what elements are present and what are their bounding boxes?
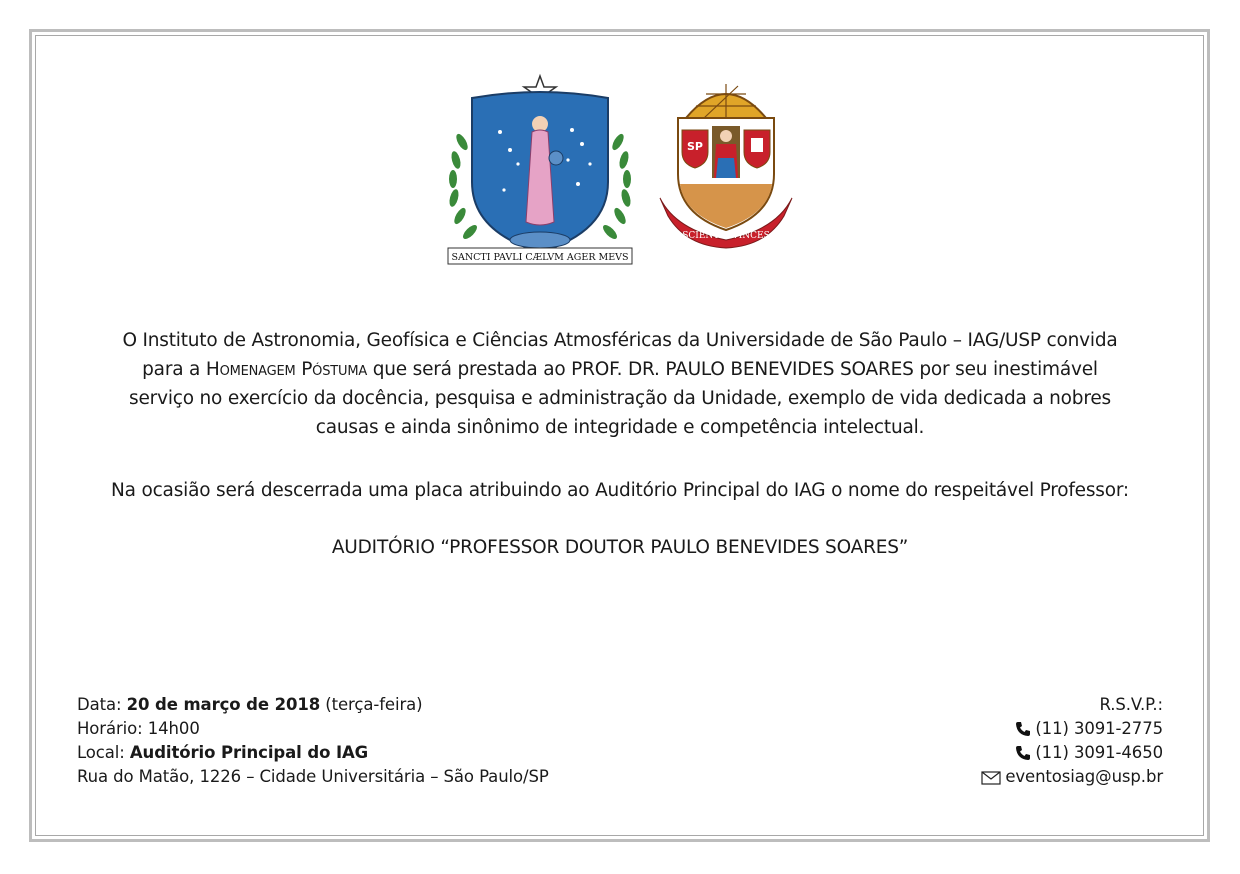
- usp-shield-letters: SP: [687, 140, 703, 153]
- invitation-line-4: causas e ainda sinônimo de integridade e competência intelectual.: [315, 417, 925, 438]
- rsvp-label: R.S.V.P.:: [1099, 695, 1163, 714]
- local-value: Auditório Principal do IAG: [129, 743, 369, 762]
- local-line: [77, 741, 549, 765]
- invitation-line-3: serviço no exercício da docência, pesquisa e administração da Unidade, exemplo de vida dedicada a nobres: [129, 388, 1111, 409]
- invitation-paragraph: [60, 326, 1180, 442]
- date-value: 20 de março de 2018: [126, 695, 321, 714]
- auditorium-name: AUDITÓRIO “PROFESSOR DOUTOR PAULO BENEVIDES SOARES”: [331, 537, 909, 558]
- plaque-paragraph: Na ocasião será descerrada uma placa atribuindo ao Auditório Principal do IAG o nome do respeitável Professor:: [111, 480, 1129, 501]
- phone-1-text: (11) 3091-2775: [1035, 719, 1163, 738]
- iag-coat-of-arms: [440, 72, 640, 268]
- local-label: Local:: [77, 743, 130, 762]
- address-line: Rua do Matão, 1226 – Cidade Universitária – São Paulo/SP: [77, 767, 549, 786]
- homenagem-postuma: Homenagem Póstuma: [205, 359, 368, 380]
- invitation-line-2: [60, 355, 1180, 384]
- rsvp-phone-2: [981, 741, 1163, 765]
- rsvp-email: [981, 765, 1163, 789]
- date-suffix: (terça-feira): [320, 695, 423, 714]
- phone-2-text: (11) 3091-4650: [1035, 743, 1163, 762]
- usp-coat-of-arms: [656, 74, 796, 249]
- usp-motto: SCIENTIA VINCES: [682, 231, 770, 241]
- rsvp-phone-1: [981, 717, 1163, 741]
- time-line: Horário: 14h00: [77, 719, 200, 738]
- invitation-line-1: O Instituto de Astronomia, Geofísica e Ciências Atmosféricas da Universidade de São Paulo – IAG/USP convida: [122, 330, 1118, 351]
- phone-icon: [1015, 745, 1031, 761]
- line-2-pre: para a: [142, 359, 206, 380]
- event-details: [77, 693, 549, 789]
- iag-motto: SANCTI PAVLI CÆLVM AGER MEVS: [451, 252, 629, 263]
- phone-icon: [1015, 721, 1031, 737]
- line-2-post: que será prestada ao PROF. DR. PAULO BENEVIDES SOARES por seu inestimável: [367, 359, 1098, 380]
- date-line: [77, 693, 549, 717]
- rsvp-block: [981, 693, 1163, 789]
- logos-row: [440, 72, 800, 272]
- email-link[interactable]: eventosiag@usp.br: [1005, 767, 1163, 786]
- envelope-icon: [981, 771, 1001, 785]
- date-label: Data:: [77, 695, 127, 714]
